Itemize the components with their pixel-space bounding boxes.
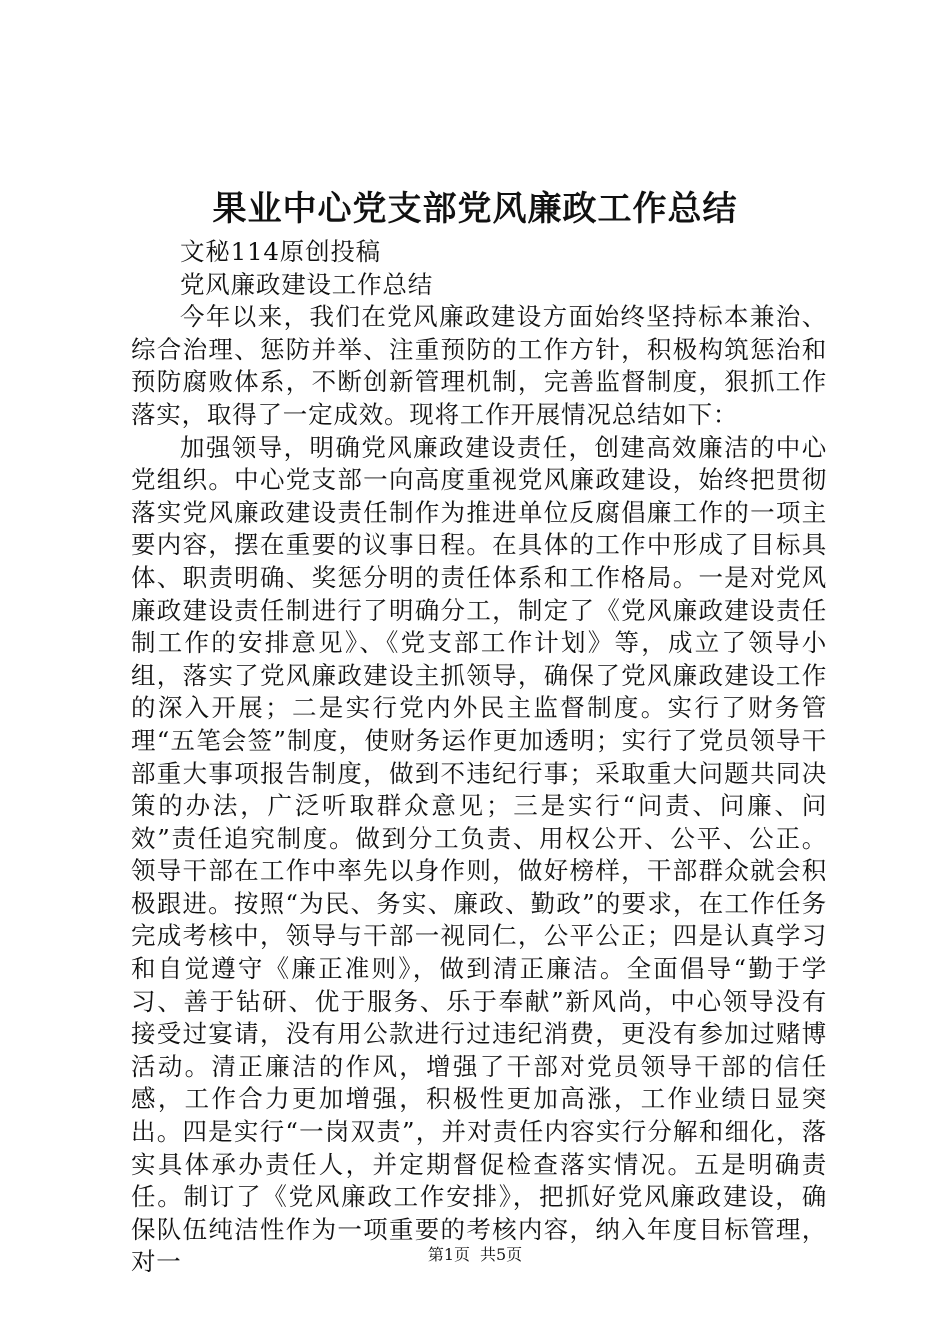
page-total: 共5页 [480, 1245, 523, 1264]
page-number: 第1页 [427, 1245, 470, 1264]
page-footer [0, 1244, 950, 1266]
intro-paragraph: 今年以来，我们在党风廉政建设方面始终坚持标本兼治、综合治理、惩防并举、注重预防的工作方针，积极构筑惩治和预防腐败体系，不断创新管理机制，完善监督制度，狠抓工作落实，取得了一定成效。现将工作开展情况总结如下： [131, 302, 827, 429]
document-title: 果业中心党支部党风廉政工作总结 [212, 189, 738, 229]
body-paragraph: 加强领导，明确党风廉政建设责任，创建高效廉洁的中心党组织。中心党支部一向高度重视党风廉政建设，始终把贯彻落实党风廉政建设责任制作为推进单位反腐倡廉工作的一项主要内容，摆在重要的议事日程。在具体的工作中形成了目标具体、职责明确、奖惩分明的责任体系和工作格局。一是对党风廉政建设责任制进行了明确分工，制定了《党风廉政建设责任制工作的安排意见》、《党支部工作计划》等，成立了领导小组，落实了党风廉政建设主抓领导，确保了党风廉政建设工作的深入开展；二是实行党内外民主监督制度。实行了财务管理“五笔会签”制度，使财务运作更加透明；实行了党员领导干部重大事项报告制度，做到不违纪行事；采取重大问题共同决策的办法，广泛听取群众意见；三是实行“问责、问廉、问效”责任追究制度。做到分工负责、用权公开、公平、公正。领导干部在工作中率先以身作则，做好榜样，干部群众就会积极跟进。按照“为民、务实、廉政、勤政”的要求，在工作任务完成考核中，领导与干部一视同仁，公平公正；四是认真学习和自觉遵守《廉正准则》，做到清正廉洁。全面倡导“勤于学习、善于钻研、优于服务、乐于奉献”新风尚，中心领导没有接受过宴请，没有用公款进行过违纪消费，更没有参加过赌博活动。清正廉洁的作风，增强了干部对党员领导干部的信任感，工作合力更加增强，积极性更加高涨，工作业绩日显突出。四是实行“一岗双责”，并对责任内容实行分解和细化，落实具体承办责任人，并定期督促检查落实情况。五是明确责任。制订了《党风廉政工作安排》，把抓好党风廉政建设，确保队伍纯洁性作为一项重要的考核内容，纳入年度目标管理，对一 [131, 432, 827, 1277]
subtitle-line: 党风廉政建设工作总结 [180, 269, 433, 299]
source-line: 文秘114原创投稿 [180, 237, 381, 266]
document-body [131, 236, 827, 1279]
